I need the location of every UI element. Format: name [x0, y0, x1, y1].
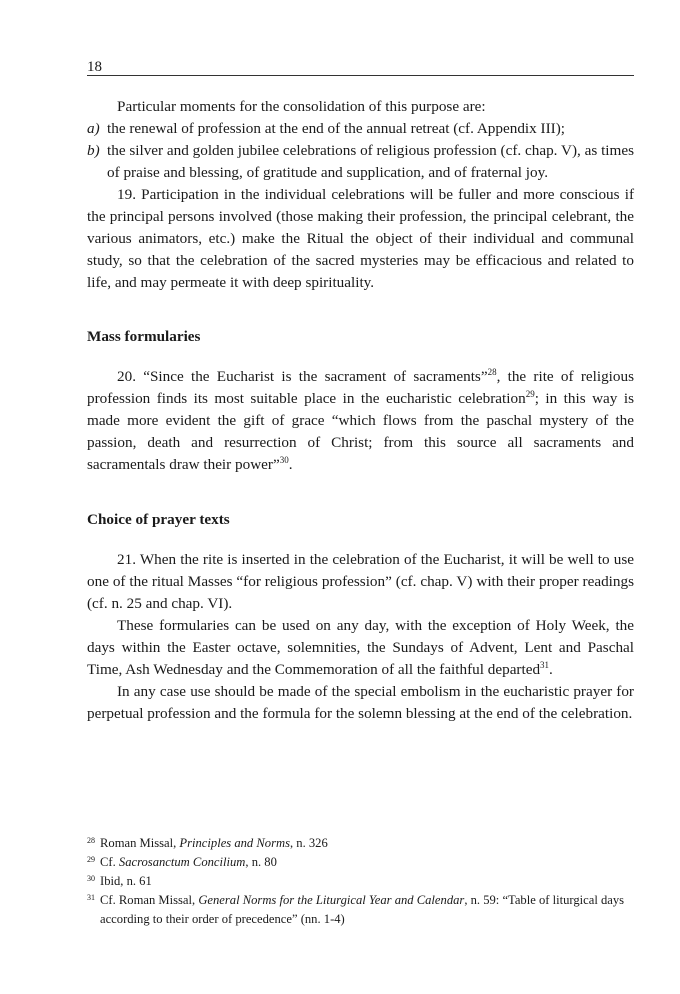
paragraph-21: 21. When the rite is inserted in the celebration of the Eucharist, it will be well to use one of the ritual Masses “for religious profession” (cf. chap. V) with their proper readings (cf. n. 25 and chap. VI). — [87, 551, 634, 612]
footnote-number: 28 — [87, 836, 95, 845]
intro-lead: Particular moments for the consolidation of this purpose are: — [117, 98, 486, 115]
footnote — [87, 872, 634, 891]
list-item-text: the silver and golden jubilee celebrations of religious profession (cf. chap. V), as times of praise and blessing, of gratitude and supplication, and of fraternal joy. — [107, 142, 634, 181]
footnote-number: 31 — [87, 893, 95, 902]
header-rule — [87, 75, 634, 76]
paragraph-20: 20. “Since the Eucharist is the sacrament of sacraments”$^{28}$, the rite of religious profession finds its most suitable place in the eucharistic celebration$^{29}$; in this way is made more evident the gift of grace “which flows from the paschal mystery of the passion, death and resurrection of Christ; from this source all sacraments and sacramentals draw their power”$^{30}$. — [87, 367, 634, 473]
page-header — [87, 58, 634, 76]
page-number: 18 — [87, 59, 102, 75]
footnote-number: 29 — [87, 855, 95, 864]
paragraph-21-b: These formularies can be used on any day, with the exception of Holy Week, the days within the Easter octave, solemnities, the Sundays of Advent, Lent and Paschal Time, Ash Wednesday and the Commemoration of all the faithful departed$^{31}$. — [87, 617, 634, 678]
footnotes — [87, 834, 634, 929]
footnote — [87, 891, 634, 929]
footnote — [87, 853, 634, 872]
page-body — [87, 96, 634, 725]
list-item — [87, 140, 634, 184]
paragraph-19: 19. Participation in the individual celebrations will be fuller and more conscious if the principal persons involved (those making their profession, the principal celebrant, the various animators, etc.) make the Ritual the object of their individual and communal study, so that the celebration of the sacred mysteries may be efficacious and related to life, and may permeate it with deep spirituality. — [87, 186, 634, 291]
footnote-number: 30 — [87, 874, 95, 883]
footnote-text: Cf. Roman Missal, General Norms for the Liturgical Year and Calendar, n. 59: “Table of liturgical days according to their order of precedence” (nn. 1-4) — [100, 893, 625, 926]
footnote — [87, 834, 634, 853]
list-item-label: a) — [87, 120, 100, 137]
list-item-text: the renewal of profession at the end of the annual retreat (cf. Appendix III); — [107, 120, 565, 137]
footnote-text: Roman Missal, Principles and Norms, n. 326 — [100, 836, 328, 850]
section-heading-choice-of-prayer-texts: Choice of prayer texts — [87, 511, 230, 528]
footnote-ref: 29 — [525, 389, 535, 399]
footnote-ref: 30 — [279, 455, 289, 465]
section-heading-mass-formularies: Mass formularies — [87, 328, 201, 345]
footnote-ref: 28 — [487, 367, 497, 377]
paragraph-21-c: In any case use should be made of the special embolism in the eucharistic prayer for perpetual profession and the formula for the solemn blessing at the end of the celebration. — [87, 683, 634, 722]
list-item-label: b) — [87, 142, 100, 159]
footnote-text: Ibid, n. 61 — [100, 874, 152, 888]
footnote-ref: 31 — [540, 660, 550, 670]
list-item — [87, 118, 634, 140]
footnote-text: Cf. Sacrosanctum Concilium, n. 80 — [100, 855, 277, 869]
